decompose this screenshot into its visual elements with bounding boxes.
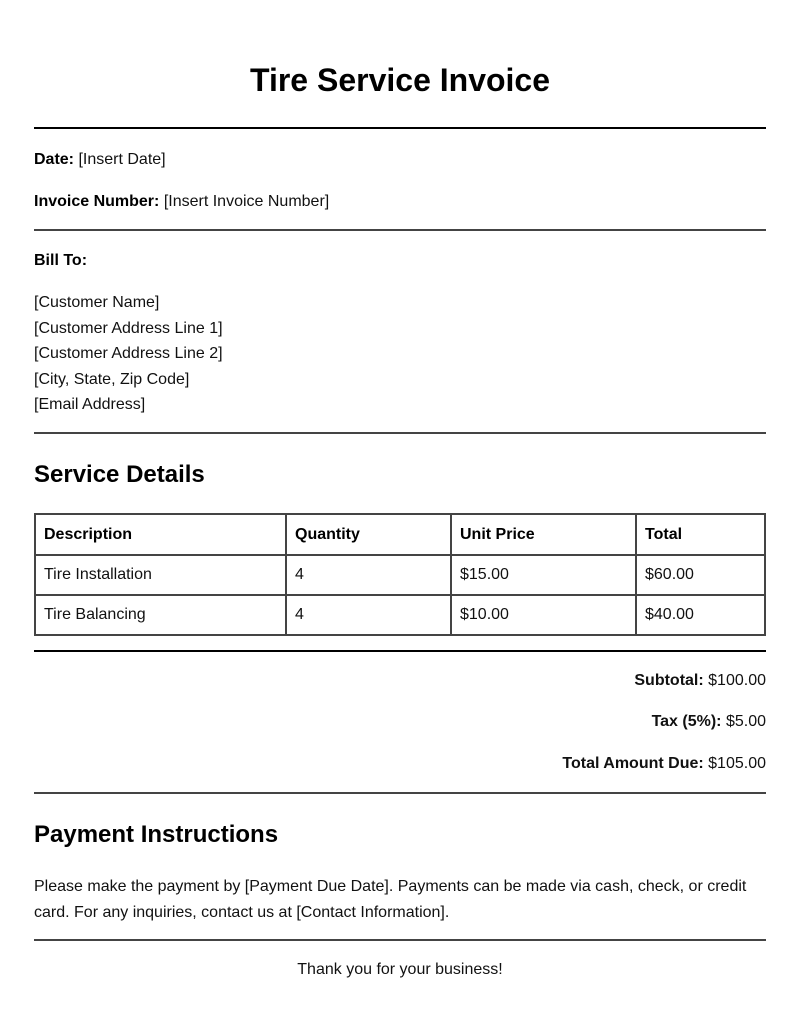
cell-total: $60.00 <box>636 555 765 595</box>
divider <box>34 432 766 434</box>
customer-name: [Customer Name] <box>34 294 160 311</box>
divider <box>34 229 766 231</box>
subtotal-value: $100.00 <box>708 672 766 689</box>
date-line <box>34 150 166 170</box>
divider <box>34 650 766 652</box>
cell-quantity: 4 <box>286 555 451 595</box>
cell-unit-price: $10.00 <box>451 595 636 635</box>
bill-to-label <box>34 251 87 271</box>
table-header-row <box>35 514 765 555</box>
customer-city-state-zip: [City, State, Zip Code] <box>34 370 190 388</box>
bill-to-heading: Bill To: <box>34 252 88 269</box>
invoice-number-line <box>34 192 329 212</box>
tax-label: Tax (5%): <box>651 713 722 730</box>
cell-description: Tire Balancing <box>35 595 286 635</box>
cell-quantity: 4 <box>286 595 451 635</box>
customer-address-line-1: [Customer Address Line 1] <box>34 319 223 337</box>
tax-value: $5.00 <box>725 713 766 730</box>
cell-total: $40.00 <box>636 595 765 635</box>
column-header-total: Total <box>636 514 765 555</box>
bill-to-address <box>34 290 223 418</box>
date-value: [Insert Date] <box>78 151 166 168</box>
divider <box>34 792 766 794</box>
payment-instructions-heading: Payment Instructions <box>34 821 279 848</box>
divider <box>34 127 766 129</box>
service-details-heading: Service Details <box>34 461 205 488</box>
service-table <box>34 513 766 636</box>
customer-email: [Email Address] <box>34 396 146 414</box>
tax-line <box>652 713 766 731</box>
subtotal-line <box>634 672 766 690</box>
divider <box>34 939 766 941</box>
cell-description: Tire Installation <box>35 555 286 595</box>
cell-unit-price: $15.00 <box>451 555 636 595</box>
table-row <box>35 595 765 635</box>
invoice-number-label: Invoice Number: <box>34 193 160 210</box>
column-header-description: Description <box>35 514 286 555</box>
subtotal-label: Subtotal: <box>634 672 704 689</box>
thank-you-message: Thank you for your business! <box>297 961 503 978</box>
column-header-quantity: Quantity <box>286 514 451 555</box>
total-due-line <box>562 755 766 773</box>
invoice-number-value: [Insert Invoice Number] <box>163 193 330 210</box>
payment-instructions-text: Please make the payment by [Payment Due Date]. Payments can be made via cash, check, or credit card. For any inquiries, contact us at [Contact Information]. <box>34 878 747 921</box>
total-due-label: Total Amount Due: <box>562 755 704 772</box>
date-label: Date: <box>34 151 75 168</box>
customer-address-line-2: [Customer Address Line 2] <box>34 345 223 363</box>
table-row <box>35 555 765 595</box>
column-header-unit-price: Unit Price <box>451 514 636 555</box>
invoice-title: Tire Service Invoice <box>249 62 551 98</box>
total-due-value: $105.00 <box>708 755 766 772</box>
